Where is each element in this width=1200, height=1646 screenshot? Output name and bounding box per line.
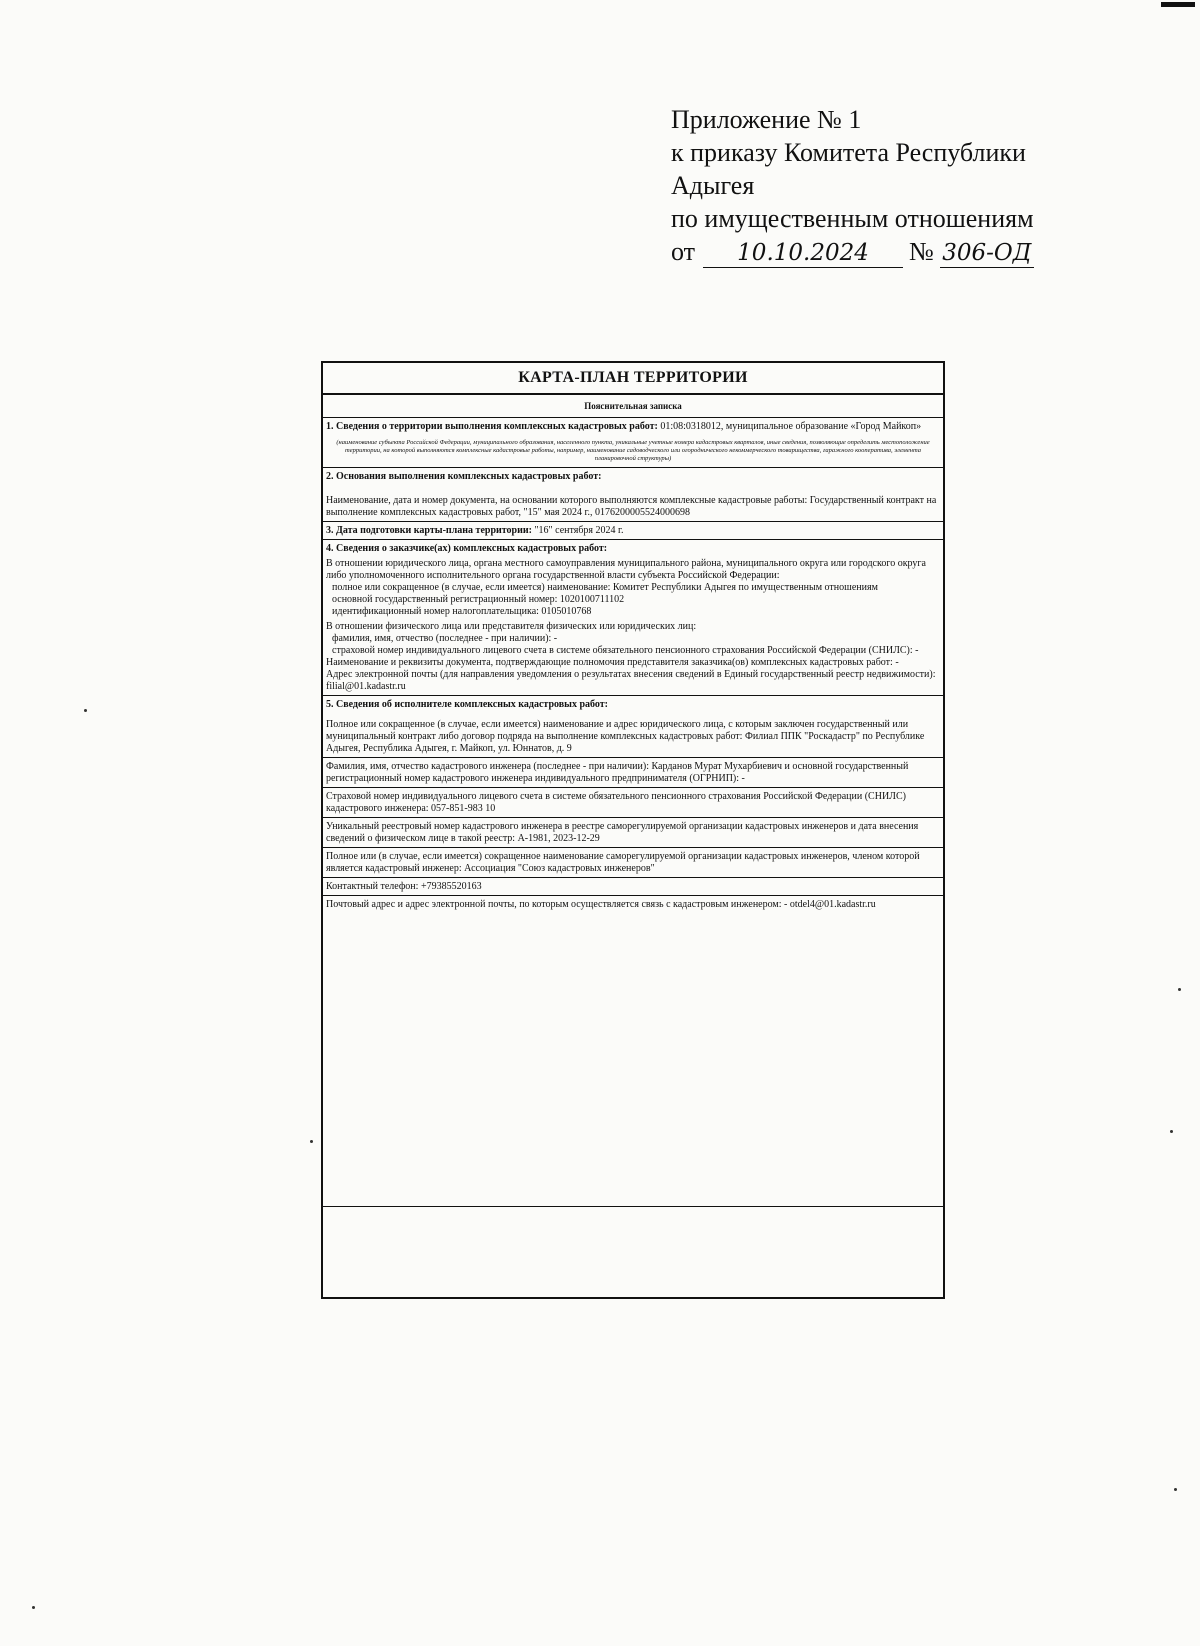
section-5-heading [326, 699, 940, 711]
section-3-value: "16" сентября 2024 г. [534, 525, 624, 536]
customer-name: полное или сокращенное (в случае, если имеется) наименование: Комитет Республики Адыгея по имущественным отношениям [332, 582, 878, 593]
number-prefix: № [909, 237, 934, 266]
section-4-heading-text: 4. Сведения о заказчике(ах) комплексных кадастровых работ: [326, 543, 608, 554]
scan-speck [310, 1140, 313, 1143]
engineer-address-row: Почтовый адрес и адрес электронной почты, по которым осуществляется связь с кадастровым инженером: - otdel4@01.kadastr.ru [326, 899, 876, 910]
customer-fio: фамилия, имя, отчество (последнее - при наличии): - [332, 633, 558, 644]
customer-email: Адрес электронной почты (для направления уведомления о результатах внесения сведений в Единый государственный реестр недвижимости): filial@01.kadastr.ru [326, 669, 936, 692]
form-title: КАРТА-ПЛАН ТЕРРИТОРИИ [323, 363, 943, 395]
header-line-2: к приказу Комитета Республики [671, 138, 1026, 167]
blank-area [323, 1206, 943, 1297]
scan-corner-mark [1161, 2, 1195, 7]
engineer-registry-row: Уникальный реестровый номер кадастрового инженера в реестре саморегулируемой организации кадастровых инженеров и дата внесения сведений о физическом лице в такой реестр: А-1981, 2023-12-29 [323, 818, 943, 848]
engineer-phone-row: Контактный телефон: +79385520163 [323, 878, 943, 896]
scan-speck [1174, 1488, 1177, 1491]
territory-plan-form [321, 361, 945, 1299]
section-1-value: 01:08:0318012, муниципальное образование «Город Майкоп» [660, 421, 922, 432]
header-line-1: Приложение № 1 [671, 105, 862, 134]
section-3-heading: 3. Дата подготовки карты-плана территории: [326, 525, 532, 536]
customer-docs: Наименование и реквизиты документа, подтверждающие полномочия представителя заказчика(ов) комплексных кадастровых работ: - [326, 657, 899, 668]
appendix-header [671, 103, 1091, 268]
customer-snils: страховой номер индивидуального лицевого счета в системе обязательного пенсионного страхования Российской Федерации (СНИЛС): - [332, 645, 919, 656]
engineer-sro-row: Полное или (в случае, если имеется) сокращенное наименование саморегулируемой организации кадастровых инженеров, членом которой является кадастровый инженер: Ассоциация "Союз кадастровых инженеров" [323, 848, 943, 878]
header-line-4: по имущественным отношениям [671, 204, 1034, 233]
section-4-person-intro: В отношении физического лица или представителя физических или юридических лиц: [326, 621, 697, 632]
section-1-text [326, 421, 940, 433]
header-date-number-line [671, 235, 1091, 268]
handwritten-date: 10.10.2024 [703, 240, 903, 268]
contractor-org: Полное или сокращенное (в случае, если имеется) наименование и адрес юридического лица, с которым заключен государственный или муниципальный контракт либо договор подряда на выполнение комплексных кадастровых работ: Филиал ППК "Роскадастр" по Республике Адыгея, Республика Адыгея, г. Майкоп, ул. Юннатов, д. 9 [326, 719, 925, 754]
section-4-heading [326, 543, 940, 555]
customer-inn: идентификационный номер налогоплательщика: 0105010768 [332, 606, 592, 617]
section-4-legal-intro: В отношении юридического лица, органа местного самоуправления муниципального района, муниципального округа или городского округа либо уполномоченного исполнительного органа государственной власти субъекта Российской Федерации: [326, 558, 926, 581]
scan-speck [32, 1606, 35, 1609]
section-1-heading: 1. Сведения о территории выполнения комплексных кадастровых работ: [326, 421, 658, 432]
scan-speck [84, 709, 87, 712]
section-1 [323, 418, 943, 468]
section-5-heading-text: 5. Сведения об исполнителе комплексных кадастровых работ: [326, 699, 609, 710]
section-3 [323, 522, 943, 540]
form-subtitle: Пояснительная записка [323, 395, 943, 418]
section-2-text: Наименование, дата и номер документа, на основании которого выполняются комплексные кадастровые работы: Государственный контракт на выполнение комплексных кадастровых работ, "15" мая 2024 г., 0176200005524000698 [326, 495, 937, 518]
section-5 [323, 696, 943, 758]
section-2-heading-text: 2. Основания выполнения комплексных кадастровых работ: [326, 471, 602, 482]
section-4 [323, 540, 943, 696]
engineer-row: Фамилия, имя, отчество кадастрового инженера (последнее - при наличии): Карданов Мурат Мухарбиевич и основной государственный регистрационный номер кадастрового инженера индивидуального предпринимателя (ОГРНИП): - [323, 758, 943, 788]
section-2-heading [326, 471, 940, 483]
customer-ogrn: основной государственный регистрационный номер: 1020100711102 [332, 594, 625, 605]
scan-speck [1170, 1130, 1173, 1133]
handwritten-number: 306-ОД [940, 240, 1034, 268]
scan-speck [1178, 988, 1181, 991]
date-prefix: от [671, 237, 696, 266]
header-line-3: Адыгея [671, 171, 755, 200]
engineer-snils-row: Страховой номер индивидуального лицевого счета в системе обязательного пенсионного страхования Российской Федерации (СНИЛС) кадастрового инженера: 057-851-983 10 [323, 788, 943, 818]
section-1-note: (наименование субъекта Российской Федерации, муниципального образования, населенного пункта, уникальные учетные номера кадастровых кварталов, иные сведения, позволяющие определить местоположение территории, на которой выполняются комплексные кадастровые работы, например, наименование садоводческого или огороднического некоммерческого товарищества, гаражного кооператива, элемента планировочной структуры) [336, 439, 930, 462]
section-2 [323, 468, 943, 522]
